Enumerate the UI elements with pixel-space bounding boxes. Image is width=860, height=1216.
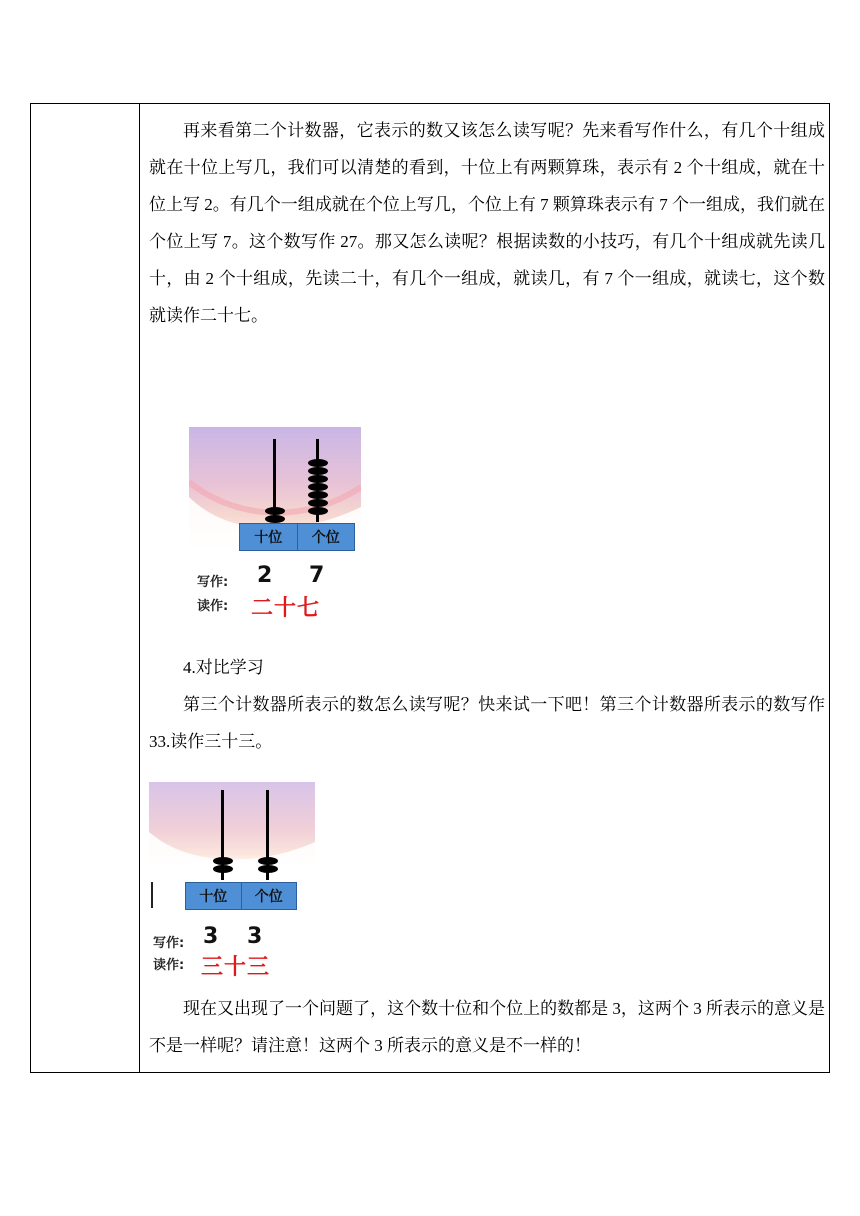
paragraph-third-counter: 第三个计数器所表示的数怎么读写呢？快来试一下吧！第三个计数器所表示的数写作 33.读作三十三。 (149, 695, 825, 751)
bead (265, 507, 285, 515)
place-value-box (239, 523, 355, 551)
abacus-figure-27 (189, 427, 361, 622)
table-content-cell (141, 104, 829, 1072)
paragraph-second-counter: 再来看第二个计数器，它表示的数又该怎么读写呢？先来看写作什么，有几个十组成就在十位上写几，我们可以清楚的看到，十位上有两颗算珠，表示有 2 个十组成，就在十位上写 2。有几个一组成就在个位上写几，个位上有 7 颗算珠表示有 7 个一组成，我们就在个位上写 7。这个数写作 27。那又怎么读呢？根据读数的小技巧，有几个十组成就先读几十，由 2 个十组成，先读二十，有几个一组成，就读几，有 7 个一组成，就读七，这个数就读作二十七。 (149, 121, 825, 325)
ones-digit: 3 (247, 924, 263, 949)
bead (213, 857, 233, 865)
bead (308, 467, 328, 475)
ones-place-label: 个位 (241, 883, 297, 909)
bead (308, 491, 328, 499)
tens-digit: 2 (257, 563, 273, 588)
tens-place-label: 十位 (199, 889, 228, 905)
ones-digit: 7 (309, 563, 325, 588)
bead (258, 865, 278, 873)
section-heading: 4.对比学习 (183, 658, 264, 677)
read-label: 读作: (197, 599, 229, 614)
number-reading: 三十三 (201, 955, 271, 980)
lesson-table (30, 103, 830, 1073)
bead (308, 459, 328, 467)
table-left-column (31, 104, 140, 1072)
abacus-figure-33 (149, 782, 315, 982)
bead (308, 507, 328, 515)
read-label: 读作: (153, 958, 185, 973)
bead (308, 483, 328, 491)
ones-place-label: 个位 (297, 524, 355, 550)
bead (258, 857, 278, 865)
number-reading: 二十七 (251, 596, 321, 621)
bead (265, 515, 285, 523)
tens-place-label: 十位 (254, 530, 283, 546)
place-value-box (185, 882, 297, 910)
bead (308, 499, 328, 507)
tens-digit: 3 (203, 924, 219, 949)
edge-mark (151, 882, 153, 908)
paragraph-meaning-question: 现在又出现了一个问题了，这个数十位和个位上的数都是 3，这两个 3 所表示的意义是不是一样呢？请注意！这两个 3 所表示的意义是不一样的！ (149, 999, 825, 1055)
write-label: 写作: (153, 936, 185, 951)
bead (308, 475, 328, 483)
bead (213, 865, 233, 873)
write-label: 写作: (197, 575, 229, 590)
